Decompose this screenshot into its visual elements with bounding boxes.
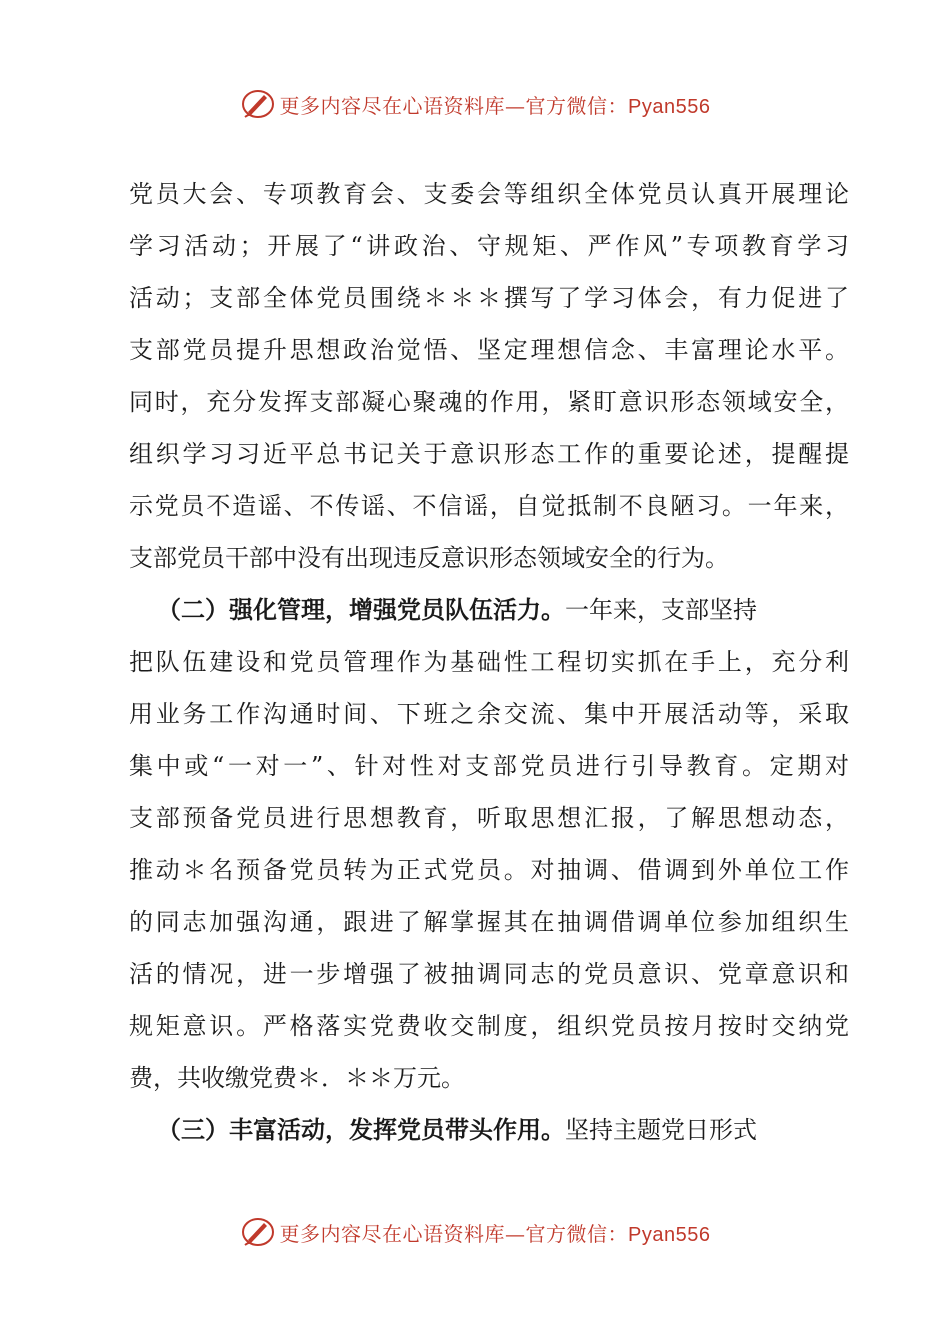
body-line: 规矩意识。严格落实党费收交制度，组织党员按月按时交纳党 [129,1012,849,1040]
pen-logo-icon [240,86,276,122]
body-line: 把队伍建设和党员管理作为基础性工程切实抓在手上，充分利 [129,648,849,676]
banner-text [280,90,711,119]
body-line: 组织学习习近平总书记关于意识形态工作的重要论述，提醒提 [129,440,849,468]
body-line: 推动＊名预备党员转为正式党员。对抽调、借调到外单位工作 [129,856,849,884]
banner-slogan: 更多内容尽在心语资料库—官方微信： [279,1221,629,1246]
body-line: 活动；支部全体党员围绕＊＊＊撰写了学习体会，有力促进了 [129,284,849,312]
header-banner [0,84,950,124]
footer-banner [0,1212,950,1252]
body-line: 用业务工作沟通时间、下班之余交流、集中开展活动等，采取 [129,700,849,728]
body-line: 支部预备党员进行思想教育，听取思想汇报，了解思想动态， [129,804,849,832]
banner-slogan: 更多内容尽在心语资料库—官方微信： [279,93,629,118]
body-line: 费，共收缴党费＊．＊＊万元。 [129,1064,465,1092]
body-line: 集中或“一对一”、针对性对支部党员进行引导教育。定期对 [129,752,849,780]
body-line: 支部党员干部中没有出现违反意识形态领域安全的行为。 [129,544,729,572]
banner-wechat-id: Pyan556 [628,1223,711,1246]
section-3-first-line [129,1104,849,1156]
body-line: 党员大会、专项教育会、支委会等组织全体党员认真开展理论 [129,180,849,208]
body-line: 的同志加强沟通，跟进了解掌握其在抽调借调单位参加组织生 [129,908,849,936]
body-line: 示党员不造谣、不传谣、不信谣，自觉抵制不良陋习。一年来， [129,492,849,520]
body-line: 活的情况，进一步增强了被抽调同志的党员意识、党章意识和 [129,960,849,988]
section-3-heading: （三）丰富活动，发挥党员带头作用。 [157,1115,565,1144]
pen-logo-icon [240,1214,276,1250]
section-3-first-text: 坚持主题党日形式 [565,1116,757,1144]
document-body [129,168,849,1156]
body-line: 学习活动；开展了“讲政治、守规矩、严作风”专项教育学习 [129,232,849,260]
section-2-first-line [129,584,849,636]
banner-text [280,1218,711,1247]
section-2-first-text: 一年来，支部坚持 [565,596,757,624]
body-line: 同时，充分发挥支部凝心聚魂的作用，紧盯意识形态领域安全， [129,388,849,416]
body-line: 支部党员提升思想政治觉悟、坚定理想信念、丰富理论水平。 [129,336,849,364]
section-2-heading: （二）强化管理，增强党员队伍活力。 [157,595,565,624]
banner-wechat-id: Pyan556 [628,95,711,118]
